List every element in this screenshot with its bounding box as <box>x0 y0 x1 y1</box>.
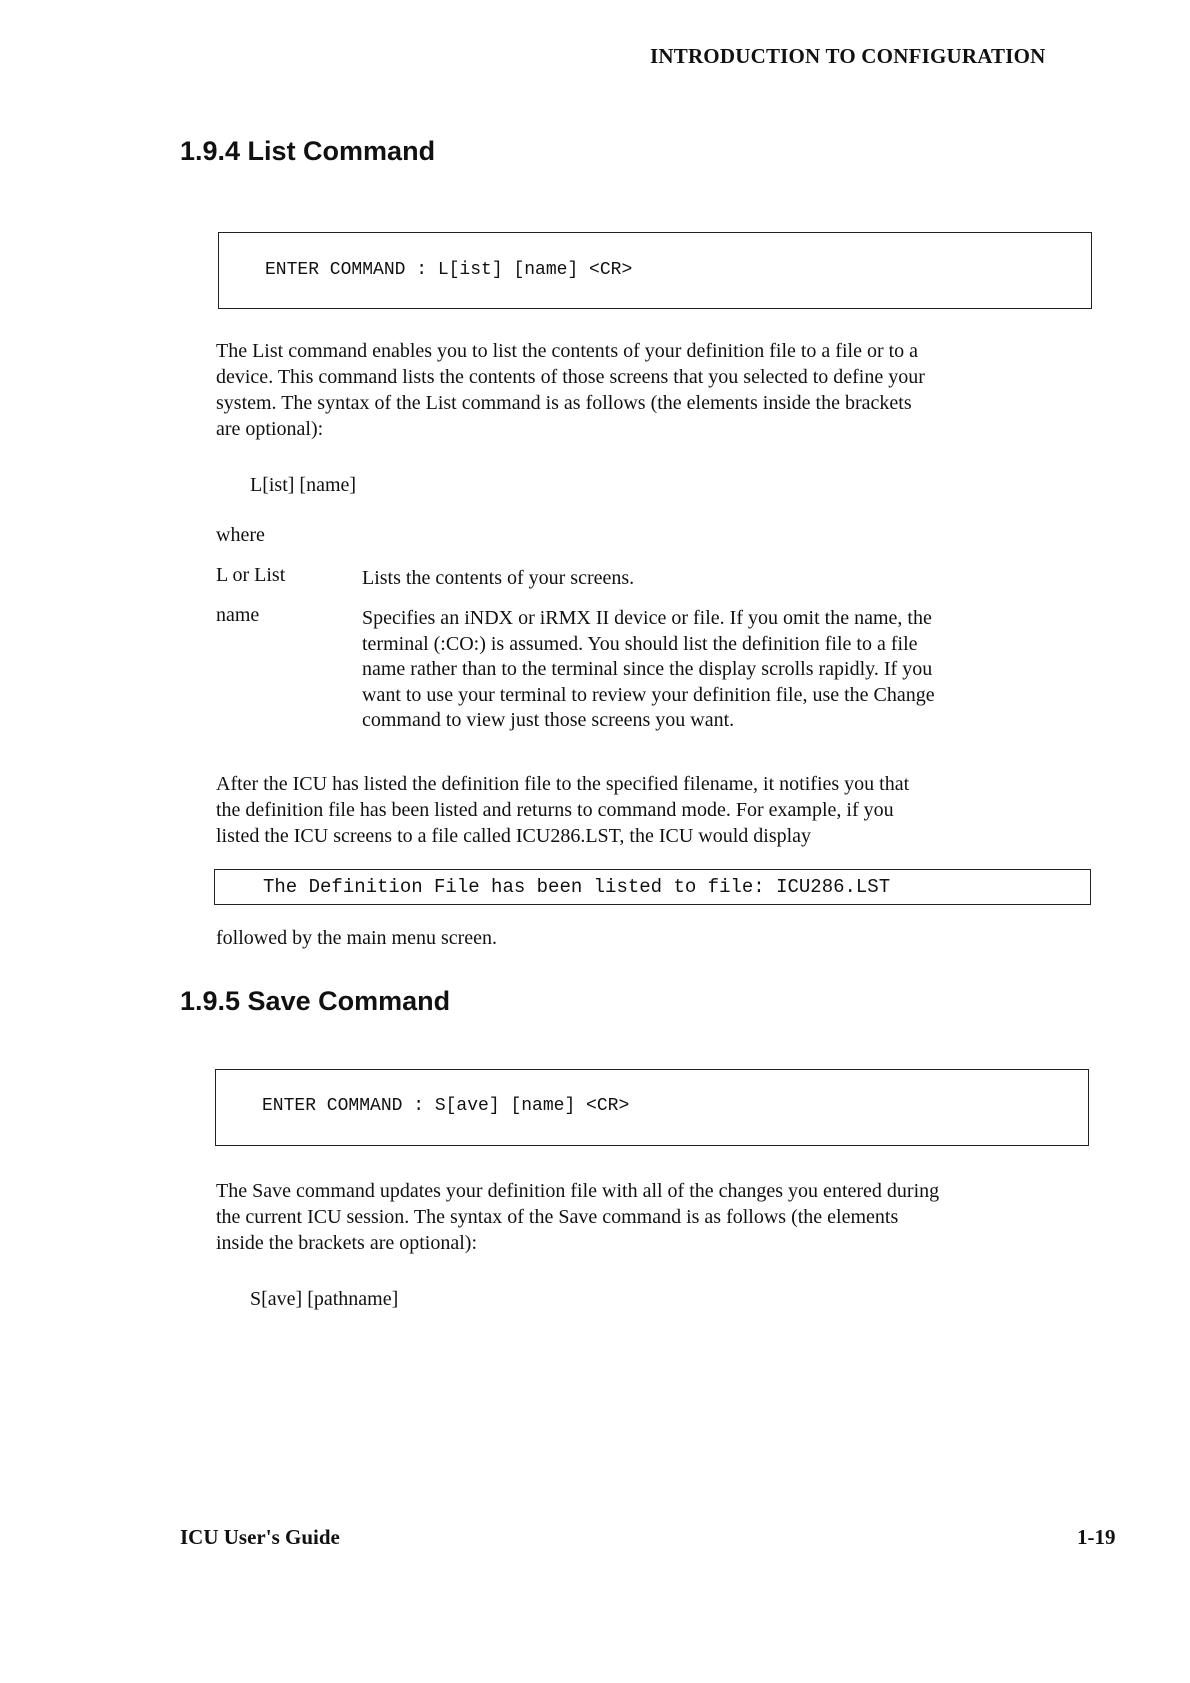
list-command-box <box>218 232 1092 309</box>
save-intro-line: The Save command updates your definition file with all of the changes you entered during <box>216 1180 940 1202</box>
list-intro-line: system. The syntax of the List command is as follows (the elements inside the brackets <box>216 392 912 414</box>
list-syntax: L[ist] [name] <box>250 474 357 496</box>
save-syntax: S[ave] [pathname] <box>250 1288 399 1310</box>
list-intro-line: The List command enables you to list the contents of your definition file to a file or to a <box>216 340 919 362</box>
running-header: INTRODUCTION TO CONFIGURATION <box>650 44 1046 68</box>
param-term-name: name <box>216 604 260 626</box>
param-term-list: L or List <box>216 564 286 586</box>
list-intro-line: are optional): <box>216 418 324 440</box>
list-followed-by: followed by the main menu screen. <box>216 927 498 949</box>
save-intro-line: inside the brackets are optional): <box>216 1232 478 1254</box>
list-intro-paragraph <box>216 338 1116 442</box>
section-heading-save: 1.9.5 Save Command <box>180 986 451 1016</box>
footer-book-title: ICU User's Guide <box>180 1525 340 1549</box>
param-desc-list <box>362 566 1122 592</box>
where-label: where <box>216 524 265 546</box>
param-desc-name <box>362 606 1122 734</box>
param-desc-line: Specifies an iNDX or iRMX II device or file. If you omit the name, the <box>362 607 932 629</box>
list-after-paragraph <box>216 771 1116 849</box>
save-intro-line: the current ICU session. The syntax of the Save command is as follows (the elements <box>216 1206 899 1228</box>
list-display-box <box>214 869 1091 905</box>
save-intro-paragraph <box>216 1178 1116 1256</box>
section-heading-list: 1.9.4 List Command <box>180 136 436 166</box>
list-command-text: ENTER COMMAND : L[ist] [name] <CR> <box>265 260 633 280</box>
footer-page-number: 1-19 <box>1077 1525 1116 1549</box>
save-command-box <box>215 1069 1089 1146</box>
save-command-text: ENTER COMMAND : S[ave] [name] <CR> <box>262 1096 630 1116</box>
param-desc-line: name rather than to the terminal since the display scrolls rapidly. If you <box>362 658 933 681</box>
list-display-text: The Definition File has been listed to file: ICU286.LST <box>263 876 891 898</box>
param-desc-line: terminal (:CO:) is assumed. You should list the definition file to a file <box>362 632 918 655</box>
list-intro-line: device. This command lists the contents of those screens that you selected to define your <box>216 366 925 388</box>
param-desc-line: Lists the contents of your screens. <box>362 567 635 589</box>
param-desc-line: command to view just those screens you want. <box>362 709 735 732</box>
list-after-line: the definition file has been listed and returns to command mode. For example, if you <box>216 799 894 821</box>
list-after-line: listed the ICU screens to a file called ICU286.LST, the ICU would display <box>216 825 812 847</box>
list-after-line: After the ICU has listed the definition file to the specified filename, it notifies you that <box>216 773 910 795</box>
param-desc-line: want to use your terminal to review your definition file, use the Change <box>362 683 935 706</box>
